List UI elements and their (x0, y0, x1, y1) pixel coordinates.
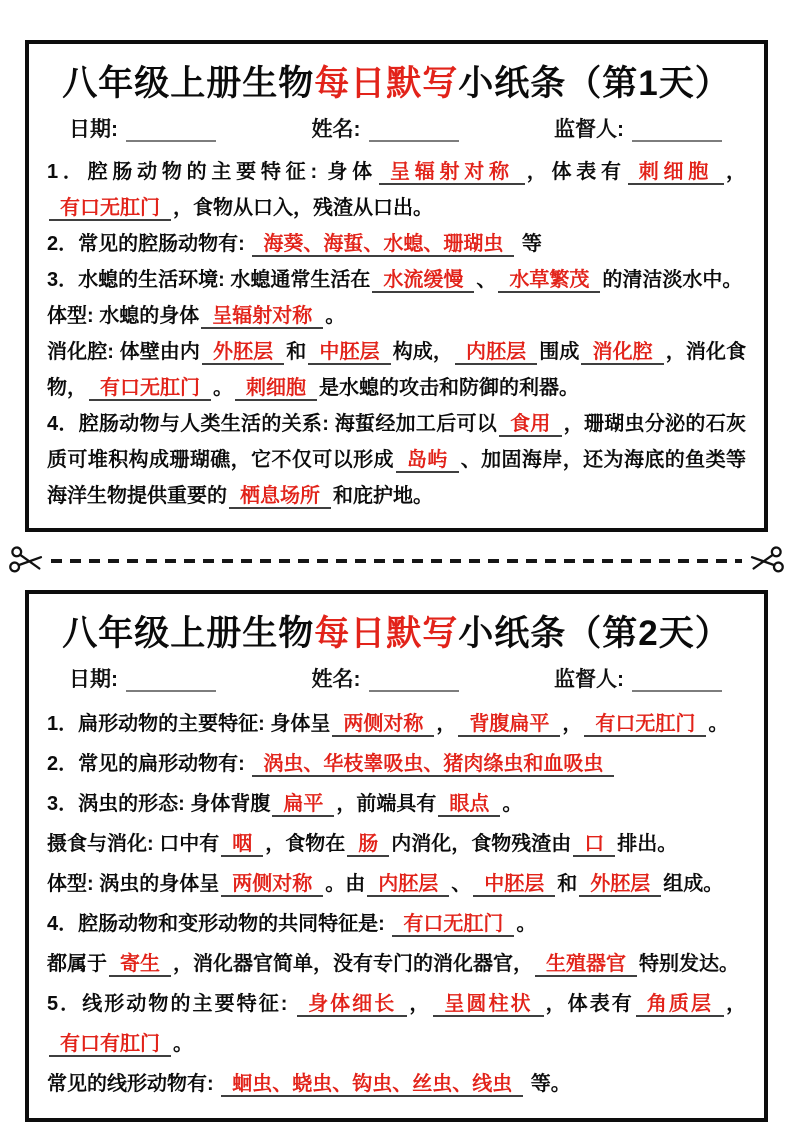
answer-blank: 内胚层 (455, 341, 537, 365)
answer-blank: 两侧对称 (221, 873, 323, 897)
answer-blank: 角质层 (636, 993, 724, 1017)
question-text: 体型: 涡虫的身体呈 (47, 872, 220, 895)
title-prefix: 八年级上册生物 (62, 64, 315, 103)
question-text: ，珊瑚虫分泌的石灰质可堆积构成珊瑚礁，它不仅可以形成 (47, 412, 747, 471)
answer-blank: 有口有肛门 (49, 1033, 171, 1057)
question-paragraph (47, 334, 746, 406)
answer-blank: 扁平 (272, 793, 334, 817)
question-paragraph (47, 226, 746, 262)
scissors-icon (8, 542, 46, 580)
answer-blank: 涡虫、华枝睾吸虫、猪肉绦虫和血吸虫 (252, 753, 614, 777)
question-text: 1．扁形动物的主要特征: 身体呈 (47, 712, 331, 735)
question-paragraph (47, 824, 746, 864)
question-paragraph (47, 864, 746, 904)
question-text: 5．线形动物的主要特征: (47, 992, 296, 1015)
question-text: 常见的线形动物有: (47, 1072, 220, 1095)
answer-blank: 食用 (499, 413, 562, 437)
answer-blank: 蛔虫、蛲虫、钩虫、丝虫、线虫 (221, 1073, 523, 1097)
question-text: 都属于 (47, 952, 107, 975)
answer-blank: 栖息场所 (229, 485, 331, 509)
supervisor-field (554, 668, 722, 692)
answer-blank: 呈圆柱状 (433, 993, 543, 1017)
field-blank-line (126, 118, 216, 142)
question-text: ， (726, 160, 747, 183)
title-prefix: 八年级上册生物 (62, 613, 315, 653)
question-text: 消化腔: 体壁由内 (47, 340, 200, 363)
question-text: 等 (516, 232, 542, 255)
answer-blank: 背腹扁平 (458, 713, 560, 737)
question-text: 摄食与消化: 口中有 (47, 832, 220, 855)
supervisor-field (554, 118, 722, 142)
question-text: 是水螅的攻击和防御的利器。 (319, 376, 579, 399)
question-text: 的清洁淡水中。 (602, 268, 743, 291)
question-text: 和 (286, 340, 307, 363)
title-suffix: 小纸条（第2天） (458, 613, 731, 653)
question-text: 。 (516, 912, 537, 935)
answer-blank: 外胚层 (579, 873, 661, 897)
field-blank-line (632, 668, 722, 692)
worksheet-day-1 (25, 40, 768, 532)
question-text: 、 (476, 268, 497, 291)
question-text: ， (409, 992, 432, 1015)
question-text: 。 (213, 376, 233, 399)
field-label: 姓名: (311, 117, 361, 141)
question-text: 组成。 (663, 872, 724, 895)
title-highlight: 每日默写 (314, 64, 459, 103)
worksheet-day-2 (25, 590, 768, 1122)
question-paragraph (47, 984, 746, 1064)
question-text: ， (562, 712, 583, 735)
answer-blank: 有口无肛门 (89, 377, 211, 401)
questions-body (47, 154, 746, 514)
answer-blank: 呈辐射对称 (201, 305, 323, 329)
title-highlight: 每日默写 (314, 613, 459, 653)
cut-line (51, 559, 742, 563)
answer-blank: 两侧对称 (332, 713, 434, 737)
question-text: ，体表有 (526, 160, 626, 183)
answer-blank: 中胚层 (473, 873, 555, 897)
question-text: 。 (708, 712, 729, 735)
field-label: 监督人: (554, 117, 624, 141)
name-field (312, 668, 459, 692)
question-text: ， (726, 992, 747, 1015)
answer-blank: 呈辐射对称 (379, 161, 525, 185)
question-paragraph (47, 744, 746, 784)
question-paragraph (47, 904, 746, 944)
worksheet-title (47, 612, 746, 656)
question-text: 排出。 (617, 832, 678, 855)
answer-blank: 水流缓慢 (372, 269, 474, 293)
answer-blank: 外胚层 (202, 341, 284, 365)
question-text: ， (436, 712, 457, 735)
questions-body (47, 704, 746, 1104)
question-text: 、加固海岸，还为海底的鱼类等海洋生物提供重要的 (47, 448, 746, 507)
question-text: ，食物在 (265, 832, 346, 855)
header-fields (47, 118, 746, 142)
question-paragraph (47, 298, 746, 334)
question-text: 2．常见的腔肠动物有: (47, 232, 251, 255)
question-paragraph (47, 944, 746, 984)
sections-root (25, 40, 768, 1122)
answer-blank: 咽 (221, 833, 263, 857)
question-text: 。 (173, 1032, 193, 1055)
answer-blank: 消化腔 (581, 341, 663, 365)
question-text: 。 (325, 304, 346, 327)
answer-blank: 身体细长 (297, 993, 407, 1017)
answer-blank: 有口无肛门 (584, 713, 706, 737)
question-text: ，食物从口入，残渣从口出。 (173, 196, 433, 219)
answer-blank: 有口无肛门 (392, 913, 514, 937)
question-text: ，消化食物， (47, 340, 747, 399)
answer-blank: 刺细胞 (235, 377, 317, 401)
date-field (69, 118, 216, 142)
question-text: 围成 (539, 340, 580, 363)
question-text: 。 (502, 792, 523, 815)
answer-blank: 眼点 (438, 793, 500, 817)
answer-blank: 肠 (347, 833, 389, 857)
field-label: 姓名: (311, 667, 361, 691)
question-text: 。由 (325, 872, 366, 895)
question-paragraph (47, 262, 746, 298)
question-text: 体型: 水螅的身体 (47, 304, 200, 327)
answer-blank: 口 (573, 833, 615, 857)
question-text: ，体表有 (545, 992, 634, 1015)
answer-blank: 寄生 (109, 953, 171, 977)
question-paragraph (47, 704, 746, 744)
question-text: 3．水螅的生活环境: 水螅通常生活在 (47, 268, 371, 291)
question-paragraph (47, 154, 746, 226)
question-paragraph (47, 1064, 746, 1104)
field-blank-line (369, 668, 459, 692)
worksheet-title (47, 62, 746, 106)
field-label: 监督人: (554, 667, 624, 691)
name-field (312, 118, 459, 142)
scissors-icon (747, 542, 785, 580)
answer-blank: 中胚层 (308, 341, 390, 365)
question-text: 内消化，食物残渣由 (391, 832, 572, 855)
question-text: 4．腔肠动物与人类生活的关系: 海蜇经加工后可以 (47, 412, 498, 435)
field-label: 日期: (69, 117, 118, 141)
field-blank-line (369, 118, 459, 142)
question-text: ，前端具有 (336, 792, 437, 815)
question-text: 和庇护地。 (333, 484, 433, 507)
field-blank-line (632, 118, 722, 142)
question-text: 、 (451, 872, 472, 895)
question-text: 和 (557, 872, 578, 895)
answer-blank: 刺细胞 (628, 161, 724, 185)
header-fields (47, 668, 746, 692)
question-text: 3．涡虫的形态: 身体背腹 (47, 792, 271, 815)
answer-blank: 岛屿 (396, 449, 459, 473)
question-text: 2．常见的扁形动物有: (47, 752, 251, 775)
answer-blank: 生殖器官 (535, 953, 637, 977)
question-text: 4．腔肠动物和变形动物的共同特征是: (47, 912, 391, 935)
date-field (69, 668, 216, 692)
answer-blank: 有口无肛门 (49, 197, 171, 221)
answer-blank: 水草繁茂 (498, 269, 600, 293)
field-label: 日期: (69, 667, 118, 691)
title-suffix: 小纸条（第1天） (458, 64, 731, 103)
field-blank-line (126, 668, 216, 692)
question-text: 1．腔肠动物的主要特征: 身体 (47, 160, 377, 183)
cut-divider (8, 532, 785, 590)
question-text: 构成， (392, 340, 453, 363)
answer-blank: 内胚层 (367, 873, 449, 897)
question-text: 特别发达。 (639, 952, 739, 975)
answer-blank: 海葵、海蜇、水螅、珊瑚虫 (252, 233, 514, 257)
question-paragraph (47, 784, 746, 824)
question-text: 等。 (525, 1072, 571, 1095)
question-text: ，消化器官简单，没有专门的消化器官， (173, 952, 533, 975)
question-paragraph (47, 406, 746, 514)
